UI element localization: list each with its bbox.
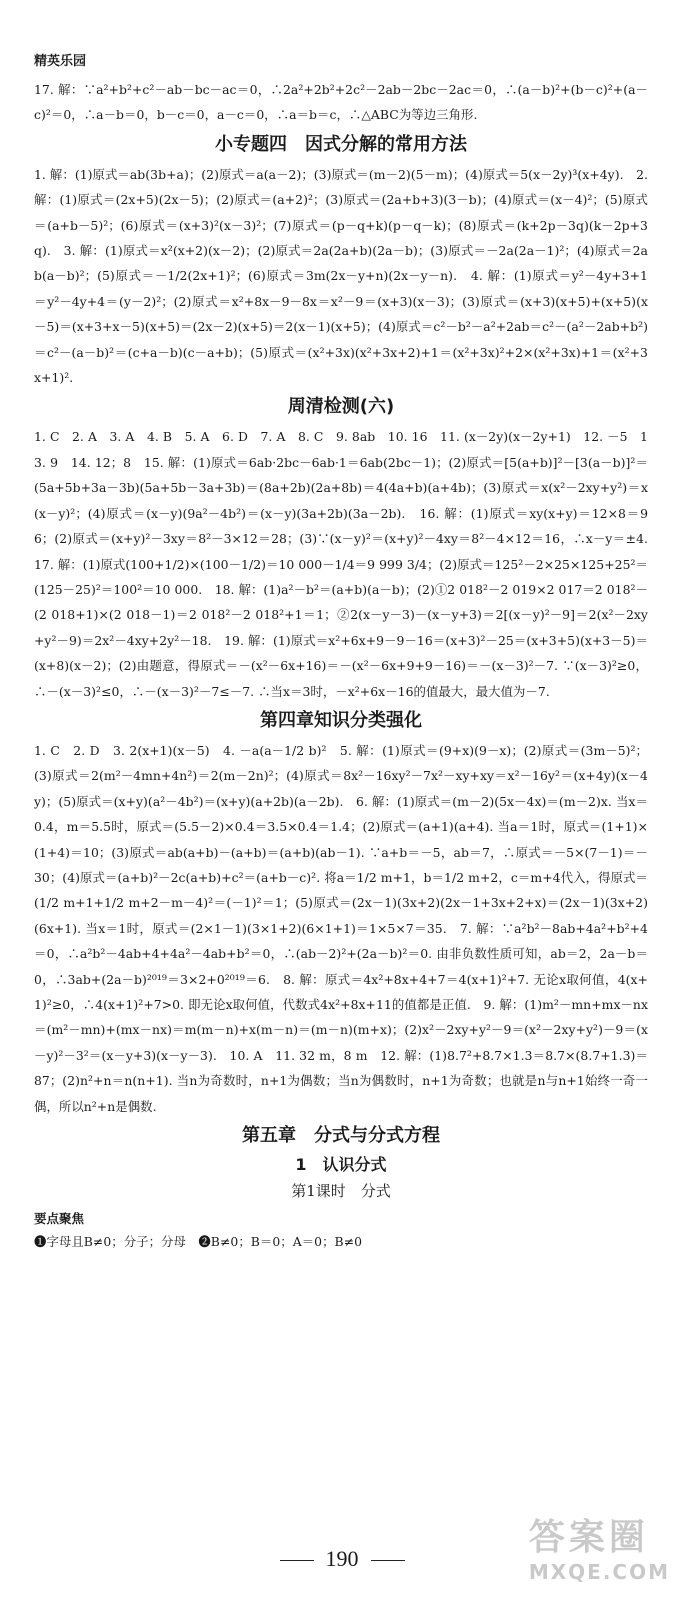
section-title: 第四章知识分类强化 bbox=[260, 709, 422, 731]
answer-block: 1. C 2. A 3. A 4. B 5. A 6. D 7. A 8. C 9. 8ab 10. 16 11. (x－2y)(x－2y+1) 12. －5 13. 9 14. 12；8 15. 解：(1)原式＝6ab·2bc－6ab·1＝6ab(2bc－1)；(2)原式＝[5(a+b)]²－[3(a－b)]²＝(5a+5b+3a－3b)(5a+5b－3a+3b)＝(8a+2b)(2a+8b)＝4(4a+b)(a+4b)；(3)原式＝x(x²－2xy+y²)＝x(x－y)²；(4)原式＝(x－y)(9a²－4b²)＝(x－y)(3a+2b)(3a－2b). 16. 解：(1)原式＝xy(x+y)＝12×8＝96；(2)原式＝(x+y)²－3xy＝8²－3×12＝28；(3)∵(x－y)²＝(x+y)²－4xy＝8²－4×12＝16，∴x－y＝±4. 17. 解：(1)原式(100+1/2)×(100－1/2)＝10 000－1/4＝9 999 3/4；(2)原式＝125²－2×25×125+25²＝(125－25)²＝100²＝10 000. 18. 解：(1)a²－b²＝(a+b)(a－b)；(2)①2 018²－2 019×2 017＝2 018²－(2 018+1)×(2 018－1)＝2 018²－2 018²+1＝1；②2(x－y－3)－(x－y+3)＝2[(x－y)²－9]＝2(x²－2xy+y²－9)＝2x²－4xy+2y²－18. 19. 解：(1)原式＝x²+6x+9－9－16＝(x+3)²－25＝(x+3+5)(x+3－5)＝(x+8)(x－2)；(2)由题意，得原式＝－(x²－6x+16)＝－(x²－6x+9+9－16)＝－(x－3)²－7. ∵(x－3)²≥0，∴－(x－3)²≤0，∴－(x－3)²－7≤－7. ∴当x＝3时，－x²+6x－16的值最大，最大值为－7. bbox=[34, 429, 661, 699]
section-title: 周清检测(六) bbox=[287, 396, 395, 418]
answer-block: 1. C 2. D 3. 2(x+1)(x－5) 4. －a(a－1/2 b)² 5. 解：(1)原式＝(9+x)(9－x)；(2)原式＝(3m－5)²；(3)原式＝2(m²－4mn+4n²)＝2(m－2n)²；(4)原式＝8x²－16xy²－7x²－xy+xy＝x²－16y²＝(x+4y)(x－4y)；(5)原式＝(x+y)(a²－4b²)＝(x+y)(a+2b)(a－2b). 6. 解：(1)原式＝(m－2)(5x－4x)＝(m－2)x. 当x＝0.4，m＝5.5时，原式＝(5.5－2)×0.4＝3.5×0.4＝1.4；(2)原式＝(a+1)(a+4). 当a＝1时，原式＝(1+1)×(1+4)＝10；(3)原式＝ab(a+b)－(a+b)＝(a+b)(ab－1). ∵a+b＝－5，ab＝7，∴原式＝－5×(7－1)＝－30；(4)原式＝(a+b)²－2c(a+b)+c²＝(a+b－c)². 将a＝1/2 m+1，b＝1/2 m+2，c＝m+4代入，得原式＝(1/2 m+1+1/2 m+2－m－4)²＝(－1)²＝1；(5)原式＝(2x－1)(3x+2)(2x－1+3x+2+x)＝(2x－1)(3x+2)(6x+1). 当x＝1时，原式＝(2×1－1)(3×1+2)(6×1+1)＝1×5×7＝35. 7. 解：∵a²b²－8ab+4a²+b²+4＝0，∴a²b²－4ab+4+4a²－4ab+b²＝0，∴(ab－2)²+(2a－b)²＝0. 由非负数性质可知，ab＝2，2a－b＝0，∴3ab+(2a－b)²⁰¹⁹＝3×2+0²⁰¹⁹＝6. 8. 解：原式＝4x²+8x+4+7＝4(x+1)²+7. 无论x取何值，4(x+1)²≥0，∴4(x+1)²+7>0. 即无论x取何值，代数式4x²+8x+11的值都是正值. 9. 解：(1)m²－mn+mx－nx＝(m²－mn)+(mx－nx)＝m(m－n)+x(m－n)＝(m－n)(m+x)；(2)x²－2xy+y²－9＝(x²－2xy+y²)－9＝(x－y)²－3²＝(x－y+3)(x－y－3). 10. A 11. 32 m，8 m 12. 解：(1)8.7²+8.7×1.3＝8.7×(8.7+1.3)＝87；(2)n²+n＝n(n+1). 当n为奇数时，n+1为偶数；当n为偶数时，n+1为奇数；也就是n与n+1始终一奇一偶，所以n²+n是偶数. bbox=[34, 742, 648, 1114]
answer-17: 17. 解：∵a²+b²+c²－ab－bc－ac＝0，∴2a²+2b²+2c²－2ab－2bc－2ac＝0，∴(a－b)²+(b－c)²+(a－c)²＝0，∴a－b＝0，b－c＝0，a－c＝0，∴a＝b＝c，∴△ABC为等边三角形. bbox=[34, 82, 648, 123]
chapter-title: 第五章 分式与分式方程 bbox=[242, 1125, 440, 1147]
dash-right bbox=[371, 1560, 405, 1561]
lesson-title: 1 认识分式 bbox=[295, 1155, 387, 1175]
watermark-logo: 答案圈 bbox=[528, 1517, 649, 1558]
section-title: 小专题四 因式分解的常用方法 bbox=[215, 133, 467, 155]
key-points-label: 要点聚焦 bbox=[34, 1211, 85, 1227]
watermark-url: MXQE.COM bbox=[528, 1560, 670, 1584]
page-number-text: 190 bbox=[325, 1546, 359, 1571]
watermark bbox=[529, 1509, 670, 1584]
header-label: 精英乐园 bbox=[34, 54, 87, 69]
answer-block: 1. 解：(1)原式＝ab(3b+a)；(2)原式＝a(a－2)；(3)原式＝(m－2)(5－m)；(4)原式＝5(x－2y)³(x+4y). 2. 解：(1)原式＝(2x+5)(2x－5)；(2)原式＝(a+2)²；(3)原式＝(2a+b+3)(3－b)；(4)原式＝(x－4)²；(5)原式＝(a+b－5)²；(6)原式＝(x+3)²(x－3)²；(7)原式＝(p－q+k)(p－q－k)；(8)原式＝(k+2p－3q)(k－2p+3q). 3. 解：(1)原式＝x²(x+2)(x－2)；(2)原式＝2a(2a+b)(2a－b)；(3)原式＝－2a(2a－1)²；(4)原式＝2ab(a－b)²；(5)原式＝－1/2(2x+1)²；(6)原式＝3m(2x－y+n)(2x－y－n). 4. 解：(1)原式＝y²－4y+3+1＝y²－4y+4＝(y－2)²；(2)原式＝x²+8x－9－8x＝x²－9＝(x+3)(x－3)；(3)原式＝(x+3)(x+5)+(x+5)(x－5)＝(x+3+x－5)(x+5)＝(2x－2)(x+5)＝2(x－1)(x+5)；(4)原式＝c²－b²－a²+2ab＝c²－(a²－2ab+b²)＝c²－(a－b)²＝(c+a－b)(c－a+b)；(5)原式＝(x²+3x)(x²+3x+2)+1＝(x²+3x)²+2×(x²+3x)+1＝(x²+3x+1)². bbox=[34, 166, 648, 386]
key-points-answers: ❶字母且B≠0；分子；分母 ❷B≠0；B＝0；A＝0；B≠0 bbox=[34, 1234, 363, 1250]
dash-left bbox=[280, 1560, 314, 1561]
subsection-title: 第1课时 分式 bbox=[291, 1182, 391, 1201]
